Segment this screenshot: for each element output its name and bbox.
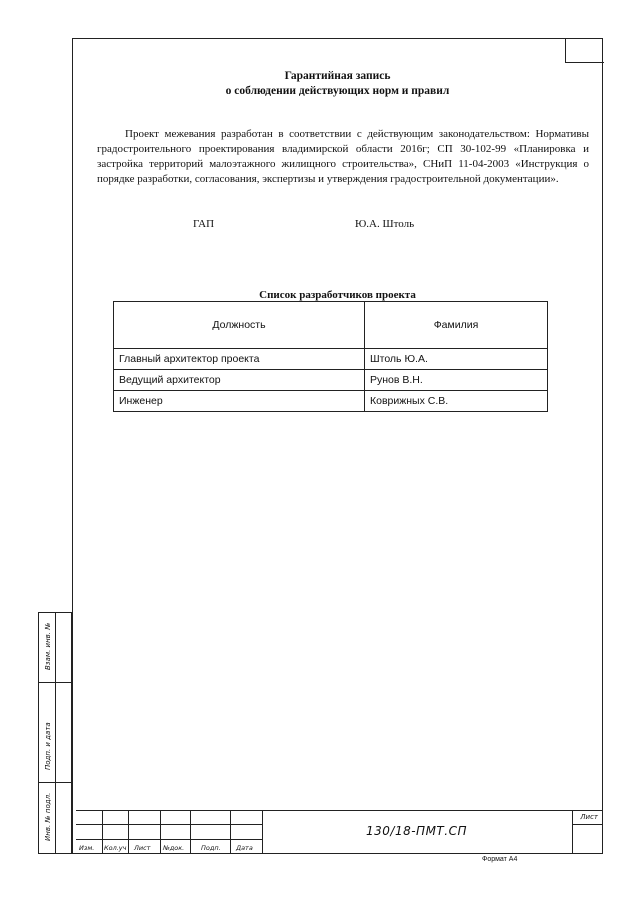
position-cell: Инженер	[114, 391, 365, 412]
side-stamp-original-inv	[38, 782, 72, 854]
side-stamp-sign-date	[38, 682, 72, 782]
caption-count: Кол.уч	[104, 844, 127, 852]
caption-signature: Подп.	[201, 844, 221, 852]
title-line-1: Гарантийная запись	[284, 70, 391, 82]
table-row	[114, 349, 548, 370]
position-cell: Ведущий архитектор	[114, 370, 365, 391]
column-header-position: Должность	[114, 302, 365, 349]
title-block	[76, 810, 602, 854]
caption-sheet: Лист	[134, 844, 151, 852]
surname-cell: Штоль Ю.А.	[365, 349, 548, 370]
caption-change: Изм.	[79, 844, 95, 852]
title-line-2: о соблюдении действующих норм и правил	[225, 85, 450, 97]
developers-table	[113, 301, 548, 412]
side-stamp	[38, 612, 72, 854]
position-cell: Главный архитектор проекта	[114, 349, 365, 370]
page-frame	[72, 38, 603, 854]
document-title	[73, 69, 602, 99]
developers-list-title: Список разработчиков проекта	[259, 289, 416, 301]
table-row	[114, 370, 548, 391]
surname-cell: Рунов В.Н.	[365, 370, 548, 391]
signature-role: ГАП	[193, 218, 215, 230]
caption-date: Дата	[236, 844, 253, 852]
table-row	[114, 391, 548, 412]
sheet-label: Лист	[580, 813, 598, 821]
document-code: 130/18-ПМТ.СП	[366, 824, 467, 838]
sheet-number-box	[565, 38, 604, 63]
table-header-row	[114, 302, 548, 349]
side-stamp-replace-inv	[38, 612, 72, 682]
side-label-replace-inv: Взам. инв. №	[43, 622, 52, 670]
side-label-original-inv: Инв. № подл.	[43, 792, 52, 841]
caption-doc-no: №док.	[163, 844, 185, 852]
column-header-surname: Фамилия	[365, 302, 548, 349]
surname-cell: Коврижных С.В.	[365, 391, 548, 412]
side-label-sign-date: Подп. и дата	[43, 722, 52, 770]
signature-name: Ю.А. Штоль	[355, 218, 415, 230]
format-label: Формат А4	[482, 856, 518, 863]
compliance-paragraph: Проект межевания разработан в соответствии с действующим законодательством: Нормативы градостроительного проектирования владимирской области 2016г; СП 30-102-99 «Планировка и застройка территорий малоэтажного жилищного строительства», СНиП 11-04-2003 «Инструкция о порядке разработки, согласования, экспертизы и утверждения градостроительной документации».	[97, 128, 589, 185]
